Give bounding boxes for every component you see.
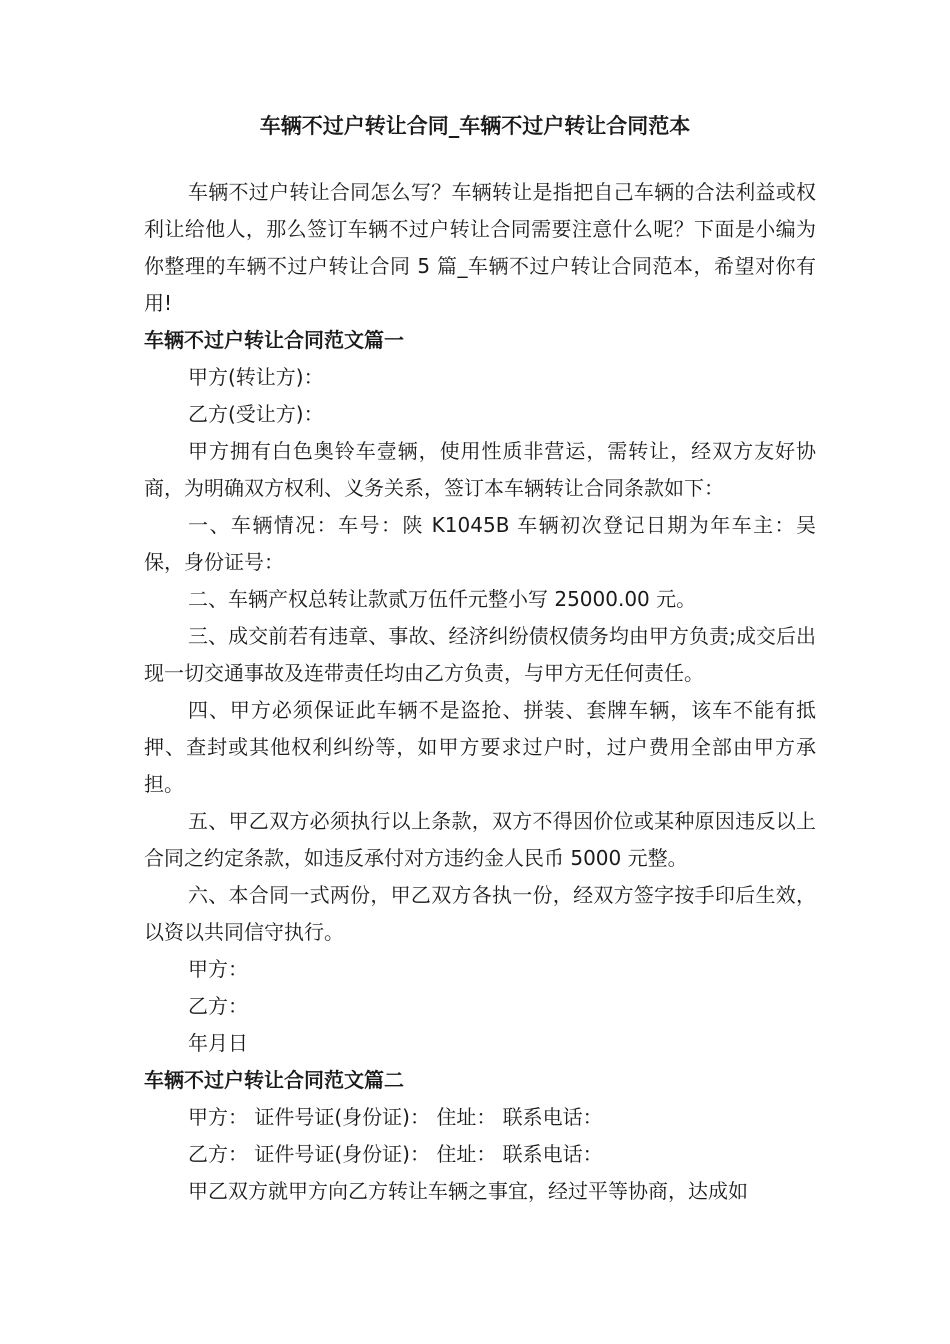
document-title: 车辆不过户转让合同_车辆不过户转让合同范本	[259, 114, 691, 138]
section-heading-2: 车辆不过户转让合同范文篇二	[144, 1068, 404, 1092]
party-b-line: 乙方(受让方)：	[188, 402, 324, 426]
intro-paragraph: 车辆不过户转让合同怎么写？车辆转让是指把自己车辆的合法利益或权利让给他人，那么签订车辆不过户转让合同需要注意什么呢？下面是小编为你整理的车辆不过户转让合同 5 篇_车辆不过户转让合同范本，希望对你有用!	[144, 180, 816, 315]
party-b-details: 乙方： 证件号证(身份证)： 住址： 联系电话：	[188, 1142, 603, 1166]
contract-preamble: 甲方拥有白色奥铃车壹辆，使用性质非营运，需转让，经双方友好协商，为明确双方权利、义务关系，签订本车辆转让合同条款如下：	[144, 439, 816, 500]
clause-1: 一、车辆情况：车号：陕 K1045B 车辆初次登记日期为年车主：吴保，身份证号：	[144, 513, 816, 574]
contract-preamble-2: 甲乙双方就甲方向乙方转让车辆之事宜，经过平等协商，达成如	[188, 1179, 748, 1203]
clause-2: 二、车辆产权总转让款贰万伍仟元整小写 25000.00 元。	[188, 587, 697, 611]
clause-3: 三、成交前若有违章、事故、经济纠纷债权债务均由甲方负责;成交后出现一切交通事故及连带责任均由乙方负责，与甲方无任何责任。	[144, 624, 816, 685]
signature-party-a: 甲方：	[188, 957, 248, 981]
signature-party-b: 乙方：	[188, 994, 248, 1018]
section-heading-1: 车辆不过户转让合同范文篇一	[144, 328, 404, 352]
clause-4: 四、甲方必须保证此车辆不是盗抢、拼装、套牌车辆，该车不能有抵押、查封或其他权利纠纷等，如甲方要求过户时，过户费用全部由甲方承担。	[144, 698, 816, 796]
clause-5: 五、甲乙双方必须执行以上条款，双方不得因价位或某种原因违反以上合同之约定条款，如违反承付对方违约金人民币 5000 元整。	[144, 809, 816, 870]
party-a-line: 甲方(转让方)：	[188, 365, 324, 389]
party-a-details: 甲方： 证件号证(身份证)： 住址： 联系电话：	[188, 1105, 603, 1129]
signature-date: 年月日	[188, 1031, 248, 1055]
clause-6: 六、本合同一式两份，甲乙双方各执一份，经双方签字按手印后生效，以资以共同信守执行。	[144, 883, 816, 944]
document-body	[144, 174, 816, 1210]
